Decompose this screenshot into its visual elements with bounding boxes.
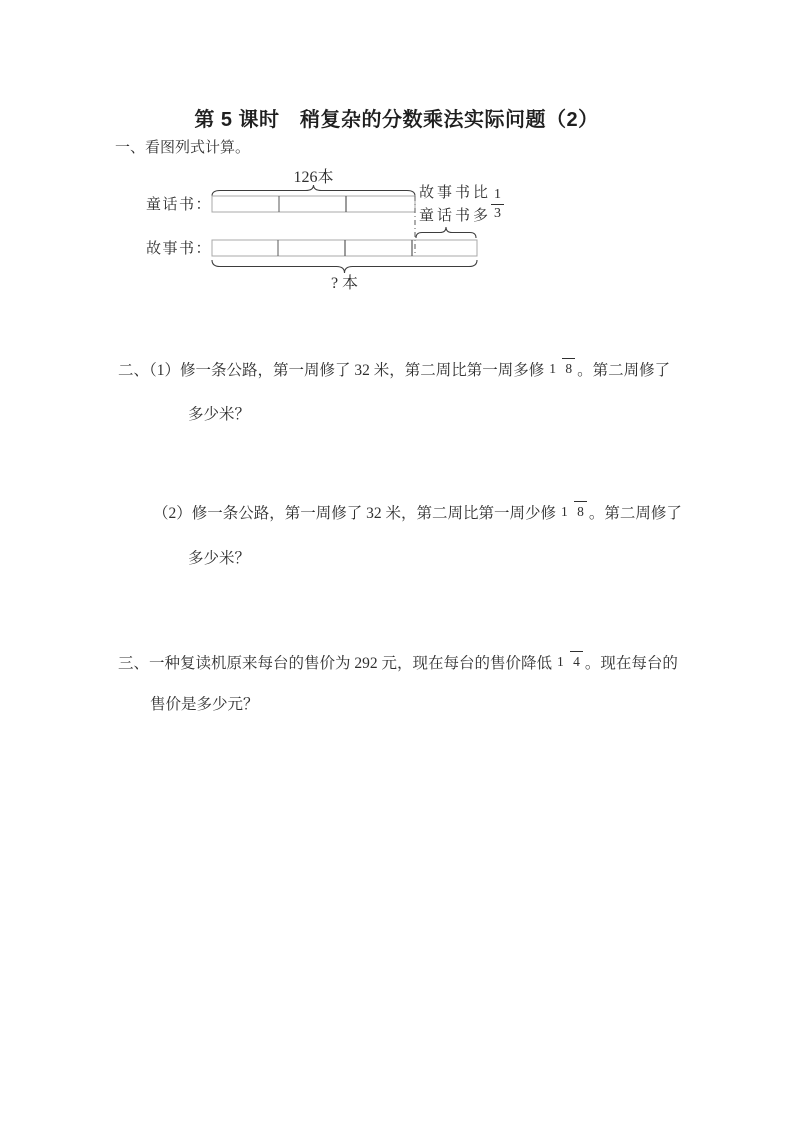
problem-2-1-fraction <box>546 362 575 376</box>
problem-3-line1 <box>118 641 678 683</box>
problem-3-text-before: 三、一种复读机原来每台的售价为 292 元，现在每台的售价降低 <box>118 655 553 672</box>
page-title: 第 5 课时 稍复杂的分数乘法实际问题（2） <box>194 109 599 131</box>
fraction-denominator: 4 <box>570 651 583 669</box>
bar-diagram <box>0 160 560 300</box>
right-note-line1: 故事书比 <box>419 185 492 201</box>
bar2-label: 故事书： <box>146 241 213 257</box>
fraction-numerator: 1 <box>557 654 564 670</box>
fraction-denominator: 8 <box>562 358 575 376</box>
fraction-numerator: 1 <box>549 361 557 377</box>
fraction-denominator: 8 <box>574 501 587 519</box>
problem-3-line2: 售价是多少元？ <box>150 696 259 713</box>
fraction-denominator: 3 <box>491 204 504 221</box>
problem-3-fraction <box>554 655 583 669</box>
problem-2-2-line2: 多少米？ <box>188 550 251 567</box>
problem-2-2-text-after: 。第二周修了 <box>588 505 682 522</box>
bar1-label: 童话书： <box>146 197 213 213</box>
problem-2-2-fraction <box>558 505 587 519</box>
problem-3-text-after: 。现在每台的 <box>584 655 678 672</box>
problem-2-2-text-before: （2）修一条公路，第一周修了 32 米，第二周比第一周少修 <box>153 505 557 522</box>
right-note-fraction <box>491 188 504 221</box>
right-note-line2: 童话书多 <box>419 208 492 224</box>
problem-2-1-line2: 多少米？ <box>188 406 251 423</box>
extra-segment-brace <box>416 227 476 238</box>
problem-2-2-line1 <box>153 491 682 533</box>
top-brace-label: 126本 <box>293 169 334 186</box>
section1-heading: 一、看图列式计算。 <box>115 140 251 156</box>
bar1-rect <box>212 196 415 212</box>
problem-2-1-text-before: 二、（1）修一条公路，第一周修了 32 米，第二周比第一周多修 <box>118 362 545 379</box>
fraction-numerator: 1 <box>494 187 501 202</box>
bottom-brace-label: ? 本 <box>330 275 359 292</box>
problem-2-1-line1 <box>118 348 670 390</box>
fraction-numerator: 1 <box>561 504 568 520</box>
problem-2-1-text-after: 。第二周修了 <box>577 362 671 379</box>
